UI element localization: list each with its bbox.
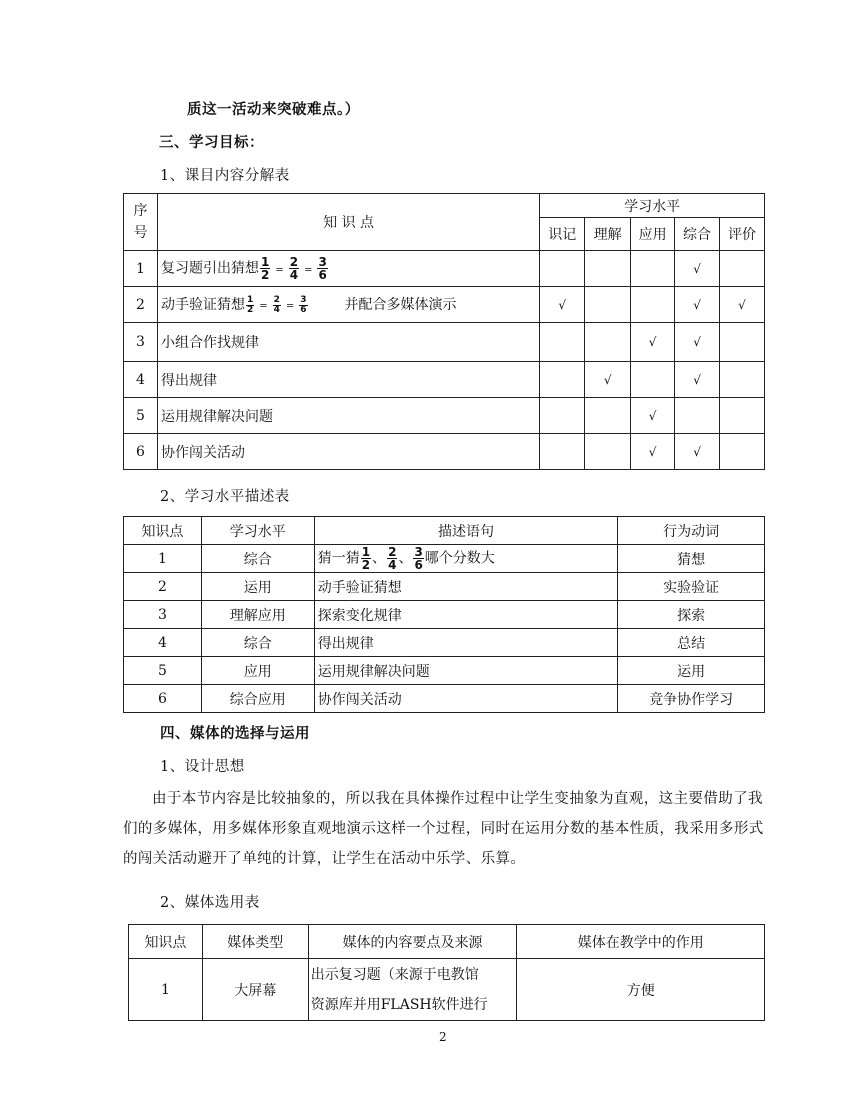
row-level: 综合应用 — [201, 685, 314, 713]
fraction: $\frac{2}{4}$ — [388, 545, 397, 572]
level-evaluate: 评价 — [719, 218, 764, 251]
section3-heading: 三、学习目标： — [159, 135, 264, 151]
table-row — [124, 629, 765, 657]
fraction: $\frac{3}{6}$ — [414, 545, 423, 572]
row-number: 2 — [124, 573, 202, 601]
table2-title: 2、学习水平描述表 — [160, 489, 290, 505]
row-description: 运用规律解决问题 — [314, 657, 617, 685]
row-verb: 运用 — [618, 657, 765, 685]
row-number: 2 — [124, 287, 158, 323]
level-description-table — [123, 516, 765, 713]
table-row — [124, 362, 765, 398]
row-number: 3 — [124, 601, 202, 629]
knowledge-suffix: 并配合多媒体演示 — [344, 297, 457, 314]
header-media-type: 媒体类型 — [202, 925, 308, 959]
row-description: 动手验证猜想 — [314, 573, 617, 601]
table-row — [124, 545, 765, 573]
fraction: $\frac{2}{4}$ — [273, 294, 280, 315]
row-number: 5 — [124, 657, 202, 685]
row-knowledge: 得出规律 — [157, 362, 539, 398]
row-knowledge: 协作闯关活动 — [157, 434, 539, 470]
intro-line: 质这一活动来突破难点。） — [187, 102, 360, 118]
check-mark: √ — [719, 287, 764, 323]
knowledge-text: 动手验证猜想 — [160, 297, 245, 314]
row-description: 协作闯关活动 — [314, 685, 617, 713]
row-verb: 实验验证 — [618, 573, 765, 601]
table-row — [124, 287, 765, 323]
row-verb: 猜想 — [618, 545, 765, 573]
row-level: 理解应用 — [201, 601, 314, 629]
row-number: 5 — [124, 398, 158, 434]
check-mark: √ — [631, 323, 675, 362]
table-row — [124, 398, 765, 434]
header-media-content: 媒体的内容要点及来源 — [308, 925, 517, 959]
header-knowledge-point: 知识点 — [124, 517, 202, 545]
header-knowledge: 知 识 点 — [157, 194, 539, 251]
row-number: 4 — [124, 362, 158, 398]
check-mark: √ — [631, 398, 675, 434]
fraction: $\frac{1}{2}$ — [246, 294, 254, 315]
knowledge-text: 复习题引出猜想 — [160, 260, 259, 277]
row-description: 猜一猜 $\frac{1}{2}$ 、 $\frac{2}{4}$ 、 $\frac{3}{6}$ 哪个分数大 — [314, 545, 617, 573]
row-knowledge: 复习题引出猜想 $\frac{1}{2}$ = $\frac{2}{4}$ = $\frac{3}{6}$ — [157, 251, 539, 287]
row-verb: 探索 — [618, 601, 765, 629]
design-title: 1、设计思想 — [160, 759, 245, 775]
media-selection-table — [128, 924, 765, 1021]
header-description: 描述语句 — [314, 517, 617, 545]
level-apply: 应用 — [631, 218, 675, 251]
row-level: 综合 — [201, 629, 314, 657]
row-media-content: 出示复习题（来源于电教馆 资源库并用FLASH软件进行 — [308, 959, 517, 1021]
check-mark: √ — [631, 434, 675, 470]
row-number: 1 — [124, 545, 202, 573]
check-mark: √ — [675, 323, 720, 362]
header-knowledge-point: 知识点 — [129, 925, 203, 959]
row-number: 6 — [124, 685, 202, 713]
row-knowledge: 动手验证猜想 $\frac{1}{2}$ = $\frac{2}{4}$ = $\frac{3}{6}$ 并配合多媒体演示 — [157, 287, 539, 323]
fraction: $\frac{3}{6}$ — [300, 294, 307, 315]
fraction: $\frac{1}{2}$ — [260, 255, 270, 282]
content-breakdown-table — [123, 193, 765, 470]
row-verb: 总结 — [618, 629, 765, 657]
section4-heading: 四、媒体的选择与运用 — [160, 726, 310, 742]
header-seq: 序号 — [124, 194, 158, 251]
row-number: 1 — [129, 959, 203, 1021]
row-knowledge: 小组合作找规律 — [157, 323, 539, 362]
table-row — [129, 959, 765, 1021]
check-mark: √ — [675, 362, 720, 398]
row-number: 6 — [124, 434, 158, 470]
fraction: $\frac{1}{2}$ — [361, 545, 371, 572]
row-level: 运用 — [201, 573, 314, 601]
table-row — [124, 601, 765, 629]
row-description: 得出规律 — [314, 629, 617, 657]
table1-title: 1、课目内容分解表 — [160, 168, 290, 184]
row-level: 应用 — [201, 657, 314, 685]
level-synthesize: 综合 — [675, 218, 720, 251]
row-number: 3 — [124, 323, 158, 362]
row-media-role: 方便 — [517, 959, 765, 1021]
header-media-role: 媒体在教学中的作用 — [517, 925, 765, 959]
check-mark: √ — [585, 362, 631, 398]
header-verb: 行为动词 — [618, 517, 765, 545]
row-number: 4 — [124, 629, 202, 657]
header-level: 学习水平 — [540, 194, 765, 218]
level-recall: 识记 — [540, 218, 585, 251]
level-understand: 理解 — [585, 218, 631, 251]
table-row — [124, 323, 765, 362]
design-paragraph: 由于本节内容是比较抽象的，所以我在具体操作过程中让学生变抽象为直观，这主要借助了我们的多媒体，用多媒体形象直观地演示这样一个过程，同时在运用分数的基本性质，我采用多形式的闯关活动避开了单纯的计算，让学生在活动中乐学、乐算。 — [123, 791, 764, 867]
table-row — [124, 573, 765, 601]
check-mark: √ — [675, 287, 720, 323]
table-row — [124, 685, 765, 713]
row-description: 探索变化规律 — [314, 601, 617, 629]
table-row — [124, 434, 765, 470]
check-mark: √ — [675, 251, 720, 287]
fraction: $\frac{2}{4}$ — [289, 255, 299, 282]
table3-title: 2、媒体选用表 — [160, 895, 260, 911]
row-verb: 竞争协作学习 — [618, 685, 765, 713]
row-number: 1 — [124, 251, 158, 287]
header-level: 学习水平 — [201, 517, 314, 545]
row-media-type: 大屏幕 — [202, 959, 308, 1021]
row-knowledge: 运用规律解决问题 — [157, 398, 539, 434]
row-level: 综合 — [201, 545, 314, 573]
fraction: $\frac{3}{6}$ — [318, 255, 327, 282]
table-row — [124, 251, 765, 287]
page-number: 2 — [439, 1030, 448, 1044]
check-mark: √ — [540, 287, 585, 323]
table-row — [124, 657, 765, 685]
check-mark: √ — [675, 434, 720, 470]
